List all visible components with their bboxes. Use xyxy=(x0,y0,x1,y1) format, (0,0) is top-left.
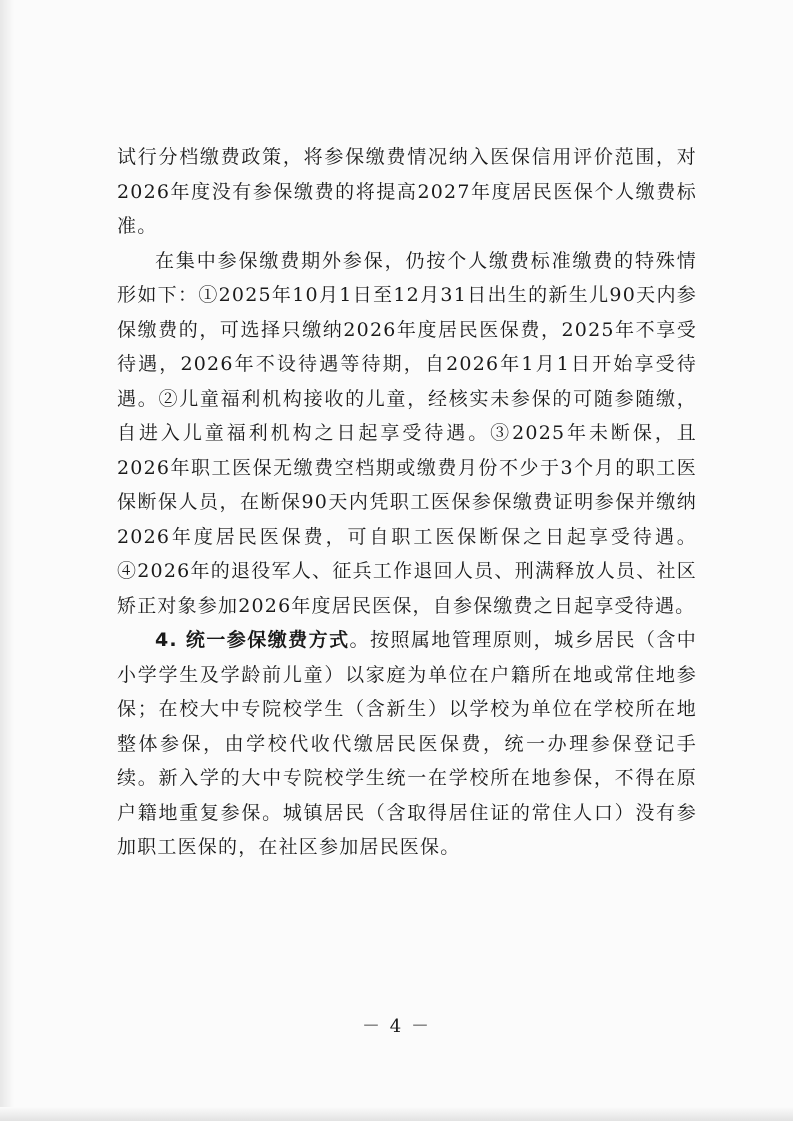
paragraph-3-text: 按照属地管理原则，城乡居民（含中小学学生及学龄前儿童）以家庭为单位在户籍所在地或常住地参保；在校大中专院校学生（含新生）以学校为单位在学校所在地整体参保，由学校代收代缴居民医保费，统一办理参保登记手续。新入学的大中专院校学生统一在学校所在地参保，不得在原户籍地重复参保。城镇居民（含取得居住证的常住人口）没有参加职工医保的，在社区参加居民医保。 xyxy=(117,629,697,858)
paragraph-1 xyxy=(117,140,697,244)
paragraph-2-text: 在集中参保缴费期外参保，仍按个人缴费标准缴费的特殊情形如下：①2025年10月1日至12月31日出生的新生儿90天内参保缴费的，可选择只缴纳2026年度居民医保费，2025年不享受待遇，2026年不设待遇等待期，自2026年1月1日开始享受待遇。②儿童福利机构接收的儿童，经核实未参保的可随参随缴，自进入儿童福利机构之日起享受待遇。③2025年未断保，且2026年职工医保无缴费空档期或缴费月份不少于3个月的职工医保断保人员，在断保90天内凭职工医保参保缴费证明参保并缴纳2026年度居民医保费，可自职工医保断保之日起享受待遇。④2026年的退役军人、征兵工作退回人员、刑满释放人员、社区矫正对象参加2026年度居民医保，自参保缴费之日起享受待遇。 xyxy=(117,249,697,617)
page-number: － 4 － xyxy=(362,1016,431,1037)
paragraph-3 xyxy=(117,623,697,865)
body-text xyxy=(117,140,697,865)
page-bottom-edge xyxy=(0,1107,793,1121)
paragraph-2 xyxy=(117,244,697,624)
section-heading: 4. 统一参保缴费方式 xyxy=(155,629,350,651)
paragraph-1-text: 试行分档缴费政策，将参保缴费情况纳入医保信用评价范围，对2026年度没有参保缴费的将提高2027年度居民医保个人缴费标准。 xyxy=(117,146,697,237)
page-left-edge xyxy=(0,0,14,1121)
section-heading-suffix: 。 xyxy=(349,629,370,651)
